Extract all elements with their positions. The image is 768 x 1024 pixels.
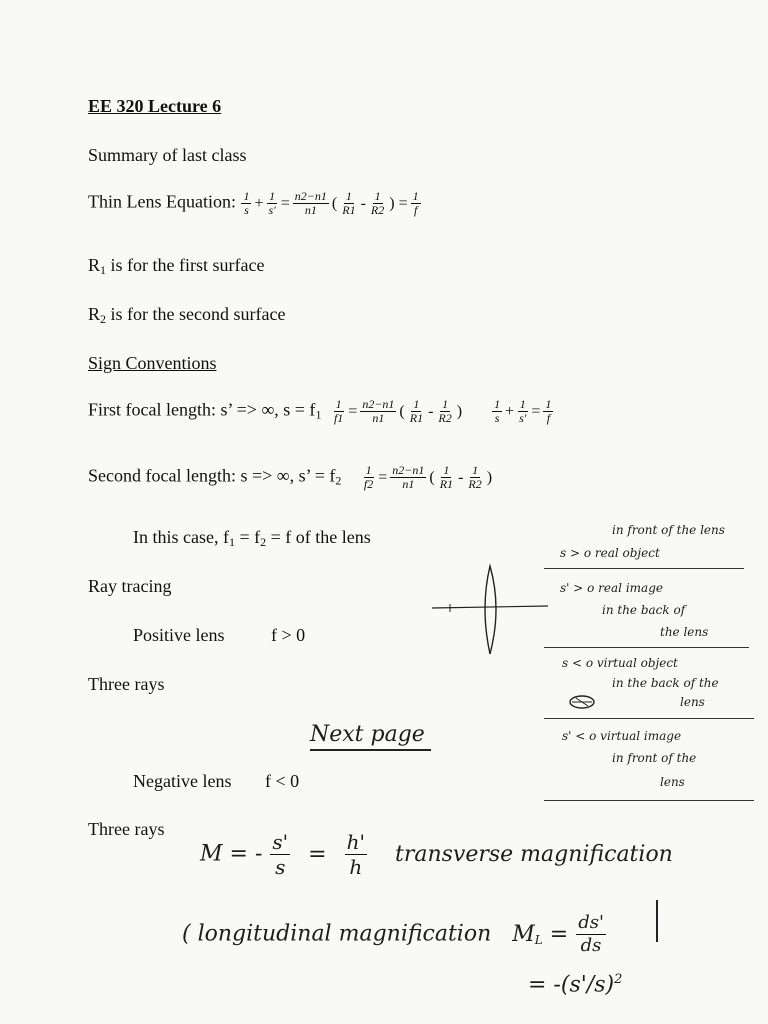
note-virtual-object: s < o virtual object — [562, 656, 678, 670]
three-rays-positive: Three rays — [88, 674, 165, 694]
note-front-of-lens: in front of the lens — [612, 523, 725, 537]
note-virtual-image: s' < o virtual image — [562, 729, 682, 743]
optical-axis — [432, 606, 548, 608]
lens-sketch — [430, 560, 550, 660]
first-focal-length: First focal length: s’ => ∞, $s = f_1$ $\frac{1}{f1}$ = $\frac{n2-n1}{n1}$ ( $\frac{1}{R1}$ - $\frac{1}{R2}$ ) $\frac{1}{s}$ + $\frac{1}{s'}$ = $\frac{1}{f}$ — [88, 397, 552, 425]
transverse-magnification: M = - $\frac{s'}{s}$ = $\frac{h'}{h}$ transverse magnification — [200, 830, 673, 879]
frac-one-over-r2: $\frac{1}{R2}$ — [370, 189, 385, 217]
frac-one-over-s-prime: $\frac{1}{s'}$ — [268, 189, 276, 217]
note-lens-2: lens — [660, 775, 685, 789]
note-front-of-the: in front of the — [612, 751, 697, 765]
note-the-lens: the lens — [660, 625, 709, 639]
in-this-case: In this case, $f_1 = f_2 = f$ of the lens — [133, 527, 371, 549]
note-real-image: s' > o real image — [560, 581, 663, 595]
convex-lens — [485, 566, 496, 654]
longitudinal-result: = $-(s'/s)^2$ — [528, 972, 623, 998]
positive-lens-label: Positive lens — [133, 625, 225, 645]
frac-one-over-f: $\frac{1}{f}$ — [412, 189, 419, 217]
frac-index-ratio: $\frac{n2-n1}{n1}$ — [294, 189, 327, 217]
ray-tracing-heading: Ray tracing — [88, 576, 172, 596]
sign-conventions-heading: Sign Conventions — [88, 353, 217, 373]
note-real-object: s > o real object — [560, 546, 660, 560]
r2-note: $R_2$ is for the second surface — [88, 304, 286, 326]
note-divider-1 — [544, 568, 744, 569]
three-rays-negative: Three rays — [88, 819, 165, 839]
negative-lens-label: Negative lens — [133, 771, 232, 791]
note-back-of: in the back of — [602, 603, 686, 617]
longitudinal-magnification: ( longitudinal magnification $M_L$ = $\frac{ds'}{ds}$ — [182, 912, 604, 956]
frac-one-over-s: $\frac{1}{s}$ — [243, 189, 250, 217]
r1-note: $R_1$ is for the first surface — [88, 255, 265, 277]
thin-lens-equation: Thin Lens Equation: $\frac{1}{s}$ + $\frac{1}{s'}$ = $\frac{n2-n1}{n1}$ ( $\frac{1}{R1}$ - $\frac{1}{R2}$ ) = $\frac{1}{f}$ — [88, 189, 419, 217]
second-focal-length: Second focal length: s => ∞, s’ = $f_2$ $\frac{1}{f2}$ = $\frac{n2-n1}{n1}$ ( $\frac{1}{R1}$ - $\frac{1}{R2}$ ) — [88, 463, 493, 491]
note-divider-3 — [544, 718, 754, 719]
note-divider-4 — [544, 800, 754, 801]
note-divider-2 — [544, 647, 749, 648]
lecture-title: EE 320 Lecture 6 — [88, 96, 222, 116]
thin-lens-label: Thin Lens Equation: — [88, 191, 236, 212]
positive-lens-condition: f > 0 — [271, 625, 306, 645]
scribble-icon — [566, 693, 598, 711]
frac-one-over-r1: $\frac{1}{R1}$ — [342, 189, 356, 217]
note-back-of-the: in the back of the — [612, 676, 719, 690]
summary-heading: Summary of last class — [88, 145, 247, 165]
margin-bar — [656, 900, 658, 942]
negative-lens-condition: f < 0 — [265, 771, 300, 791]
note-lens-1: lens — [680, 695, 705, 709]
next-page-note: Next page — [310, 722, 431, 751]
